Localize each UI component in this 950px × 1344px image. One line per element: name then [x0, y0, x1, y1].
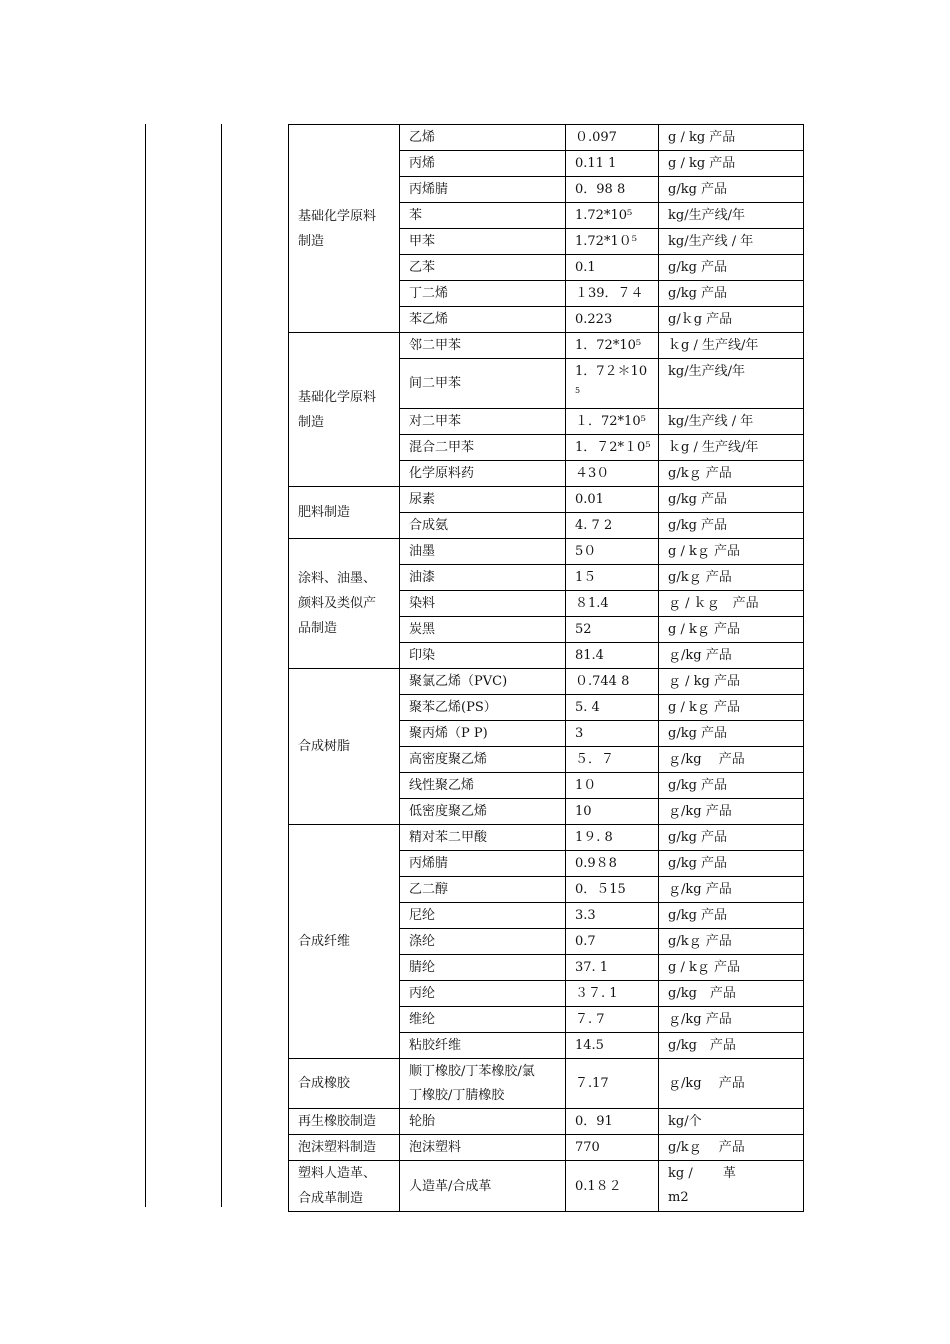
- value-cell: 10: [566, 799, 659, 825]
- unit-cell: kg/生产线/年: [659, 203, 804, 229]
- unit-cell: g / kｇ 产品: [659, 955, 804, 981]
- item-cell: 苯乙烯: [400, 307, 566, 333]
- item-cell: 精对苯二甲酸: [400, 825, 566, 851]
- value-cell: 5. 4: [566, 695, 659, 721]
- item-cell: 间二甲苯: [400, 359, 566, 409]
- item-cell: 丙烯腈: [400, 851, 566, 877]
- unit-cell: kg/生产线 / 年: [659, 409, 804, 435]
- value-cell: 4. 7 2: [566, 513, 659, 539]
- item-line: 顺丁橡胶/丁苯橡胶/氯: [409, 1063, 535, 1079]
- category-line: 合成树脂: [298, 739, 351, 754]
- value-cell: 1．７2*１0⁵: [566, 435, 659, 461]
- category-cell: [289, 125, 400, 333]
- category-cell: [289, 539, 400, 669]
- unit-cell: g / kg 产品: [659, 125, 804, 151]
- item-cell: 人造革/合成革: [400, 1161, 566, 1212]
- category-line: 塑料人造革、: [298, 1166, 377, 1181]
- unit-cell: ｇ/kg 产品: [659, 1007, 804, 1033]
- value-cell: 770: [566, 1135, 659, 1161]
- item-cell: 印染: [400, 643, 566, 669]
- unit-cell: ｇ / kg 产品: [659, 669, 804, 695]
- value-cell: 0.11 1: [566, 151, 659, 177]
- unit-cell: kg/生产线/年: [659, 359, 804, 409]
- item-cell: 合成氨: [400, 513, 566, 539]
- table-row: [289, 1059, 804, 1109]
- category-line: 品制造: [298, 621, 338, 636]
- unit-cell: ｇ/kg 产品: [659, 799, 804, 825]
- item-cell: 高密度聚乙烯: [400, 747, 566, 773]
- value-cell: ７. 7: [566, 1007, 659, 1033]
- table-row: [289, 1109, 804, 1135]
- category-line: 基础化学原料: [298, 208, 377, 224]
- item-cell: 尼纶: [400, 903, 566, 929]
- unit-cell: g/kg 产品: [659, 177, 804, 203]
- value-cell: ７.17: [566, 1059, 659, 1109]
- category-cell: [289, 333, 400, 487]
- table-row: [289, 487, 804, 513]
- category-cell: [289, 669, 400, 825]
- category-line: 合成橡胶: [298, 1076, 351, 1091]
- value-cell: 0.7: [566, 929, 659, 955]
- unit-cell: g / kg 产品: [659, 151, 804, 177]
- value-cell: 3: [566, 721, 659, 747]
- value-cell: 1.72*1０⁵: [566, 229, 659, 255]
- unit-cell: g/kg 产品: [659, 851, 804, 877]
- unit-cell: g/kg 产品: [659, 1033, 804, 1059]
- unit-cell: g/kg 产品: [659, 513, 804, 539]
- item-cell: [400, 1059, 566, 1109]
- unit-line: kg / 革: [668, 1166, 736, 1181]
- table-row: [289, 825, 804, 851]
- value-cell: 1.72*10⁵: [566, 203, 659, 229]
- value-cell: ３７. 1: [566, 981, 659, 1007]
- item-cell: 苯: [400, 203, 566, 229]
- item-cell: 丁二烯: [400, 281, 566, 307]
- table-row: [289, 1135, 804, 1161]
- value-exponent: 5: [575, 386, 581, 395]
- value-cell: 0.01: [566, 487, 659, 513]
- category-line: 合成纤维: [298, 934, 351, 949]
- value-cell: 0．98 8: [566, 177, 659, 203]
- item-cell: 线性聚乙烯: [400, 773, 566, 799]
- item-cell: 油漆: [400, 565, 566, 591]
- item-cell: 腈纶: [400, 955, 566, 981]
- unit-cell: g/kｇ 产品: [659, 565, 804, 591]
- category-line: 合成革制造: [298, 1191, 364, 1206]
- value-cell: 1９. 8: [566, 825, 659, 851]
- value-cell: 5０: [566, 539, 659, 565]
- value-cell: 37. 1: [566, 955, 659, 981]
- value-cell: [566, 359, 659, 409]
- item-cell: 油墨: [400, 539, 566, 565]
- category-line: 基础化学原料: [298, 389, 377, 405]
- unit-cell: g / kｇ 产品: [659, 695, 804, 721]
- category-line: 制造: [298, 233, 325, 249]
- value-cell: ０.097: [566, 125, 659, 151]
- category-line: 肥料制造: [298, 505, 351, 520]
- category-line: 泡沫塑料制造: [298, 1140, 377, 1155]
- value-cell: ８1.4: [566, 591, 659, 617]
- item-cell: 乙苯: [400, 255, 566, 281]
- unit-cell: [659, 1161, 804, 1212]
- value-cell: ５．７: [566, 747, 659, 773]
- table-row: [289, 669, 804, 695]
- emission-factor-table: [288, 124, 804, 1212]
- unit-cell: ｇ / ｋｇ 产品: [659, 591, 804, 617]
- unit-cell: g/kg 产品: [659, 255, 804, 281]
- item-cell: 化学原料药: [400, 461, 566, 487]
- value-cell: 0．５15: [566, 877, 659, 903]
- value-cell: 0.9８8: [566, 851, 659, 877]
- value-cell: 52: [566, 617, 659, 643]
- unit-cell: ｇ/kg 产品: [659, 747, 804, 773]
- table-row: [289, 333, 804, 359]
- item-cell: 丙烯: [400, 151, 566, 177]
- value-cell: 14.5: [566, 1033, 659, 1059]
- value-cell: 1．72*10⁵: [566, 333, 659, 359]
- value-cell: 81.4: [566, 643, 659, 669]
- unit-cell: g/kg 产品: [659, 825, 804, 851]
- unit-cell: g / kｇ 产品: [659, 539, 804, 565]
- item-cell: 低密度聚乙烯: [400, 799, 566, 825]
- unit-cell: g/kｇ 产品: [659, 461, 804, 487]
- unit-cell: g/kｇ 产品: [659, 1135, 804, 1161]
- item-cell: 染料: [400, 591, 566, 617]
- unit-cell: ｋg / 生产线/年: [659, 435, 804, 461]
- category-cell: [289, 487, 400, 539]
- item-cell: 聚丙烯（P P): [400, 721, 566, 747]
- value-cell: 1５: [566, 565, 659, 591]
- table-row: [289, 539, 804, 565]
- unit-line: m2: [668, 1190, 689, 1205]
- value-cell: 3.3: [566, 903, 659, 929]
- item-cell: 丙纶: [400, 981, 566, 1007]
- unit-cell: ｇ/kg 产品: [659, 1059, 804, 1109]
- category-line: 颜料及类似产: [298, 596, 377, 611]
- table-body: [289, 125, 804, 1212]
- value-cell: 0.223: [566, 307, 659, 333]
- value-cell: 0.1８２: [566, 1161, 659, 1212]
- category-cell: [289, 825, 400, 1059]
- category-cell: [289, 1161, 400, 1212]
- unit-cell: ｇ/kg 产品: [659, 877, 804, 903]
- category-line: 涂料、油墨、: [298, 571, 377, 586]
- value-cell: １39．７４: [566, 281, 659, 307]
- item-cell: 邻二甲苯: [400, 333, 566, 359]
- unit-cell: g/kg 产品: [659, 981, 804, 1007]
- category-cell: [289, 1109, 400, 1135]
- unit-cell: kg/个: [659, 1109, 804, 1135]
- value-cell: ０.744 8: [566, 669, 659, 695]
- value-cell: ４3０: [566, 461, 659, 487]
- item-cell: 涤纶: [400, 929, 566, 955]
- unit-cell: g/kg 产品: [659, 281, 804, 307]
- category-line: 再生橡胶制造: [298, 1114, 377, 1129]
- item-cell: 泡沫塑料: [400, 1135, 566, 1161]
- value-text: 1．7２＊10: [575, 364, 648, 379]
- item-cell: 甲苯: [400, 229, 566, 255]
- item-cell: 聚苯乙烯(PS）: [400, 695, 566, 721]
- value-cell: 1０: [566, 773, 659, 799]
- unit-cell: g / kｇ 产品: [659, 617, 804, 643]
- unit-cell: g/ｋg 产品: [659, 307, 804, 333]
- item-cell: 尿素: [400, 487, 566, 513]
- unit-cell: g/kg 产品: [659, 903, 804, 929]
- value-cell: 0．91: [566, 1109, 659, 1135]
- item-cell: 粘胶纤维: [400, 1033, 566, 1059]
- item-cell: 聚氯乙烯（PVC): [400, 669, 566, 695]
- item-cell: 炭黑: [400, 617, 566, 643]
- left-column-border-2: [221, 124, 222, 1207]
- value-cell: １．72*10⁵: [566, 409, 659, 435]
- category-line: 制造: [298, 414, 325, 430]
- unit-cell: g/kg 产品: [659, 721, 804, 747]
- table-row: [289, 1161, 804, 1212]
- item-cell: 乙烯: [400, 125, 566, 151]
- unit-cell: g/kg 产品: [659, 773, 804, 799]
- unit-cell: ｇ/kg 产品: [659, 643, 804, 669]
- item-cell: 对二甲苯: [400, 409, 566, 435]
- unit-cell: g/kg 产品: [659, 487, 804, 513]
- table-row: [289, 125, 804, 151]
- category-cell: [289, 1135, 400, 1161]
- unit-cell: g/kｇ 产品: [659, 929, 804, 955]
- category-cell: [289, 1059, 400, 1109]
- item-cell: 维纶: [400, 1007, 566, 1033]
- value-cell: 0.1: [566, 255, 659, 281]
- item-cell: 混合二甲苯: [400, 435, 566, 461]
- item-cell: 乙二醇: [400, 877, 566, 903]
- item-cell: 丙烯腈: [400, 177, 566, 203]
- left-column-border-1: [145, 124, 146, 1207]
- unit-cell: kg/生产线 / 年: [659, 229, 804, 255]
- item-line: 丁橡胶/丁腈橡胶: [409, 1087, 505, 1103]
- item-cell: 轮胎: [400, 1109, 566, 1135]
- unit-cell: ｋg / 生产线/年: [659, 333, 804, 359]
